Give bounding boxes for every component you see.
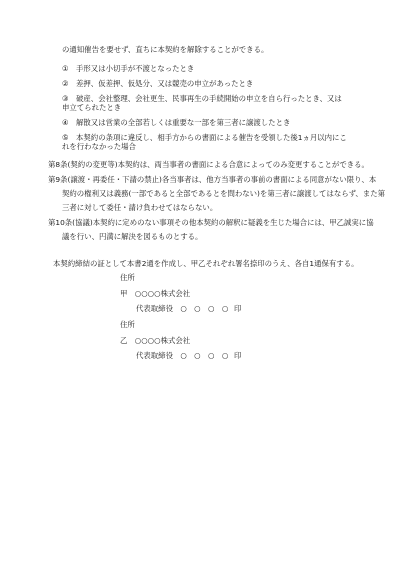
address-label: 住所 xyxy=(120,273,135,282)
party-name: 甲 ○○○○株式会社 xyxy=(120,289,191,298)
article-10-line-1: 第10条(協議)本契約に定めのない事項その他本契約の解釈に疑義を生じた場合には、甲乙誠実に協 xyxy=(48,218,374,227)
seal-mark: 印 xyxy=(234,304,242,313)
termination-item-5: ⑤ 本契約の条項に違反し、相手方からの書面による催告を受領した後1ヵ月以内にこれを行わなかった場合 xyxy=(62,133,347,151)
address-label: 住所 xyxy=(120,320,135,329)
article-9-line-3: 三者に対して委任・請け負わせてはならない。 xyxy=(62,203,218,212)
termination-item-1: ① 手形又は小切手が不渡となったとき xyxy=(62,64,195,73)
termination-item-4: ④ 解散又は営業の全部若しくは重要な一部を第三者に譲渡したとき xyxy=(62,118,291,127)
article-8: 第8条(契約の変更等)本契約は、両当事者の書面による合意によってのみ変更することができる。 xyxy=(48,160,369,169)
execution-clause: 本契約締結の証として本書2通を作成し、甲乙それぞれ署名捺印のうえ、各自1通保有する。 xyxy=(53,259,359,268)
representative: 代表取締役 ○ ○ ○ ○ xyxy=(136,351,229,360)
party-name: 乙 ○○○○株式会社 xyxy=(120,336,191,345)
article-10-line-2: 議を行い、円満に解決を図るものとする。 xyxy=(62,232,203,241)
article-9-line-1: 第9条(譲渡・再委任・下請の禁止)各当事者は、他方当事者の事前の書面による同意がない限り、本 xyxy=(48,175,377,184)
termination-item-2: ② 差押、仮差押、仮処分、又は競売の申立があったとき xyxy=(62,79,254,88)
representative: 代表取締役 ○ ○ ○ ○ xyxy=(136,304,229,313)
termination-item-3: ③ 破産、会社整理、会社更生、民事再生の手続開始の申立を自ら行ったとき、又は申立てられたとき xyxy=(62,94,342,112)
clause-7-continuation: の通知催告を要せず、直ちに本契約を解除することができる。 xyxy=(62,45,269,54)
seal-mark: 印 xyxy=(234,351,242,360)
article-9-line-2: 契約の権利又は義務(一部であると全部であるとを問わない)を第三者に譲渡してはならず、また第 xyxy=(62,189,385,198)
